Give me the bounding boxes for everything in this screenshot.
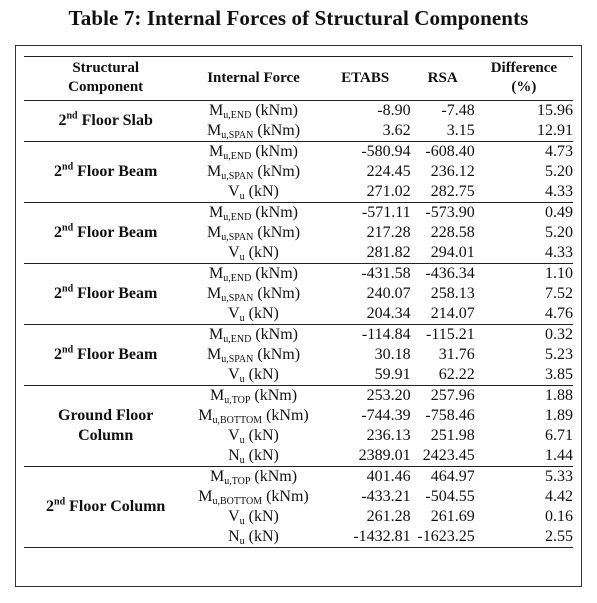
force-symbol: M	[206, 163, 222, 180]
etabs-value: -580.94	[361, 143, 411, 160]
header-component-line2: Component	[68, 79, 144, 95]
etabs-value: -1432.81	[353, 528, 411, 545]
component-name	[24, 467, 187, 548]
component-ordinal-suffix: nd	[62, 344, 74, 356]
force-symbol: M	[198, 488, 213, 505]
force-symbol: V	[228, 508, 240, 525]
component-label: Floor Beam	[73, 346, 158, 363]
header-component-line1: Structural	[72, 60, 139, 76]
force-unit: (kN)	[244, 447, 279, 464]
force-unit: (kN)	[244, 528, 279, 545]
header-rsa: RSA	[411, 57, 475, 101]
force-subscript: u	[239, 252, 245, 263]
force-unit: (kNm)	[253, 163, 301, 180]
etabs-value: 240.07	[366, 285, 411, 302]
force-unit: (kNm)	[251, 265, 298, 282]
force-subscript: u,BOTTOM	[212, 415, 263, 426]
component-group	[24, 386, 573, 467]
force-subscript: u	[239, 536, 245, 547]
force-subscript: u,TOP	[224, 395, 251, 406]
force-subscript: u	[239, 516, 245, 527]
force-symbol: M	[198, 407, 213, 424]
internal-force-cell	[187, 223, 319, 243]
internal-force-cell	[187, 243, 319, 264]
force-unit: (kNm)	[262, 488, 309, 505]
component-ordinal: 2	[54, 285, 63, 302]
force-symbol: V	[228, 244, 240, 261]
rsa-value: -115.21	[426, 326, 475, 343]
component-ordinal: 2	[54, 163, 63, 180]
rsa-value: -436.34	[425, 265, 475, 282]
table-header	[24, 57, 573, 101]
internal-force-cell	[187, 386, 319, 407]
difference-value: 0.32	[545, 326, 573, 343]
rsa-value: -573.90	[425, 204, 475, 221]
rsa-value: -504.55	[425, 488, 475, 505]
force-symbol: N	[228, 528, 240, 545]
etabs-value: -571.11	[361, 204, 411, 221]
force-subscript: u,END	[223, 273, 252, 284]
difference-value: 2.55	[545, 528, 573, 545]
component-ordinal-suffix: nd	[54, 496, 66, 508]
force-unit: (kN)	[244, 427, 279, 444]
component-name	[24, 101, 187, 142]
header-difference-line2: (%)	[511, 79, 537, 95]
internal-force-cell	[187, 162, 319, 182]
table-row	[24, 142, 573, 163]
internal-force-cell	[187, 304, 319, 325]
etabs-value: 59.91	[374, 366, 411, 383]
force-symbol: M	[209, 265, 224, 282]
etabs-value: 271.02	[366, 183, 411, 200]
component-group	[24, 101, 573, 142]
etabs-value: -433.21	[361, 488, 411, 505]
rsa-value: 464.97	[430, 468, 475, 485]
difference-value: 5.20	[545, 224, 573, 241]
etabs-value: -744.39	[361, 407, 411, 424]
component-ordinal-suffix: nd	[62, 283, 74, 295]
difference-value: 0.49	[545, 204, 573, 221]
header-internal-force: Internal Force	[187, 57, 319, 101]
header-etabs: ETABS	[320, 57, 411, 101]
header-row	[24, 57, 573, 101]
force-unit: (kNm)	[251, 204, 298, 221]
force-subscript: u,SPAN	[221, 171, 254, 182]
etabs-value: 204.34	[366, 305, 411, 322]
force-subscript: u,SPAN	[221, 354, 254, 365]
force-subscript: u,END	[223, 212, 252, 223]
difference-value: 4.33	[545, 183, 573, 200]
rsa-value: 282.75	[430, 183, 475, 200]
difference-value: 5.20	[545, 163, 573, 180]
difference-value: 15.96	[537, 102, 573, 119]
rsa-value: 228.58	[430, 224, 475, 241]
component-ordinal-suffix: nd	[62, 222, 74, 234]
component-line2: Column	[78, 427, 134, 444]
rsa-value: -1623.25	[417, 528, 475, 545]
force-unit: (kN)	[244, 366, 279, 383]
table-row	[24, 386, 573, 407]
force-symbol: N	[228, 447, 240, 464]
component-label: Floor Column	[65, 498, 166, 515]
table-row	[24, 467, 573, 488]
internal-force-cell	[187, 325, 319, 346]
rsa-value: 236.12	[430, 163, 475, 180]
component-ordinal-suffix: nd	[66, 110, 78, 122]
difference-value: 0.16	[545, 508, 573, 525]
force-subscript: u	[239, 374, 245, 385]
internal-force-cell	[187, 406, 319, 426]
etabs-value: 30.18	[374, 346, 411, 363]
difference-value: 5.23	[545, 346, 573, 363]
force-symbol: M	[209, 468, 225, 485]
internal-force-cell	[187, 487, 319, 507]
rsa-value: -608.40	[425, 143, 475, 160]
component-name	[24, 264, 187, 325]
header-structural-component	[24, 57, 187, 101]
component-group	[24, 203, 573, 264]
internal-forces-table	[24, 56, 573, 548]
etabs-value: 401.46	[366, 468, 411, 485]
force-subscript: u,SPAN	[221, 232, 254, 243]
component-name	[24, 386, 187, 467]
force-unit: (kNm)	[250, 468, 298, 485]
component-label: Floor Beam	[73, 285, 158, 302]
force-unit: (kNm)	[251, 102, 298, 119]
rsa-value: 261.69	[430, 508, 475, 525]
force-subscript: u	[239, 191, 245, 202]
component-ordinal: 2	[54, 224, 63, 241]
difference-value: 4.76	[545, 305, 573, 322]
force-subscript: u	[239, 435, 245, 446]
component-line1: Ground Floor	[58, 407, 154, 424]
rsa-value: 62.22	[438, 366, 475, 383]
force-unit: (kNm)	[253, 122, 301, 139]
etabs-value: 2389.01	[358, 447, 411, 464]
header-difference-line1: Difference	[490, 60, 558, 76]
force-unit: (kNm)	[251, 143, 298, 160]
force-symbol: M	[209, 143, 224, 160]
component-ordinal: 2	[46, 498, 55, 515]
force-symbol: M	[206, 285, 222, 302]
internal-force-cell	[187, 142, 319, 163]
etabs-value: 236.13	[366, 427, 411, 444]
force-unit: (kN)	[244, 508, 279, 525]
component-ordinal: 2	[58, 112, 67, 129]
rsa-value: 258.13	[430, 285, 475, 302]
force-subscript: u,TOP	[224, 476, 251, 487]
force-subscript: u,END	[223, 151, 252, 162]
force-unit: (kNm)	[253, 346, 301, 363]
component-group	[24, 264, 573, 325]
component-name	[24, 203, 187, 264]
force-subscript: u,END	[223, 334, 252, 345]
difference-value: 4.73	[545, 143, 573, 160]
internal-force-cell	[187, 345, 319, 365]
internal-force-cell	[187, 101, 319, 122]
force-unit: (kNm)	[262, 407, 309, 424]
internal-force-cell	[187, 264, 319, 285]
component-name	[24, 142, 187, 203]
etabs-value: 253.20	[366, 387, 411, 404]
component-ordinal: 2	[54, 346, 63, 363]
internal-force-cell	[187, 182, 319, 203]
table-row	[24, 264, 573, 285]
rsa-value: 2423.45	[422, 447, 475, 464]
internal-force-cell	[187, 426, 319, 446]
etabs-value: 261.28	[366, 508, 411, 525]
etabs-value: 217.28	[366, 224, 411, 241]
force-symbol: M	[209, 387, 225, 404]
rsa-value: 31.76	[438, 346, 475, 363]
force-unit: (kNm)	[250, 387, 298, 404]
difference-value: 1.89	[545, 407, 573, 424]
internal-force-cell	[187, 446, 319, 467]
etabs-value: -114.84	[361, 326, 411, 343]
force-unit: (kNm)	[253, 224, 301, 241]
force-symbol: V	[228, 427, 240, 444]
component-group	[24, 467, 573, 548]
internal-force-cell	[187, 284, 319, 304]
rsa-value: 294.01	[430, 244, 475, 261]
component-group	[24, 325, 573, 386]
table-caption: Table 7: Internal Forces of Structural Components	[68, 6, 529, 30]
force-unit: (kNm)	[253, 285, 301, 302]
force-symbol: M	[209, 204, 224, 221]
force-symbol: M	[206, 346, 222, 363]
header-difference	[475, 57, 573, 101]
component-group	[24, 142, 573, 203]
force-subscript: u,BOTTOM	[212, 496, 263, 507]
force-symbol: M	[206, 224, 222, 241]
component-label: Floor Beam	[73, 224, 158, 241]
etabs-value: 281.82	[366, 244, 411, 261]
internal-force-cell	[187, 507, 319, 527]
component-name	[24, 325, 187, 386]
force-subscript: u	[239, 455, 245, 466]
difference-value: 4.42	[545, 488, 573, 505]
etabs-value: -431.58	[361, 265, 411, 282]
force-unit: (kN)	[244, 183, 279, 200]
table-row	[24, 101, 573, 122]
difference-value: 4.33	[545, 244, 573, 261]
force-symbol: V	[228, 183, 240, 200]
difference-value: 5.33	[545, 468, 573, 485]
etabs-value: -8.90	[377, 102, 411, 119]
internal-force-cell	[187, 365, 319, 386]
rsa-value: 214.07	[430, 305, 475, 322]
table-row	[24, 325, 573, 346]
force-subscript: u,SPAN	[221, 130, 254, 141]
internal-force-cell	[187, 203, 319, 224]
rsa-value: -7.48	[441, 102, 475, 119]
force-symbol: M	[209, 326, 224, 343]
component-label: Floor Beam	[73, 163, 158, 180]
difference-value: 6.71	[545, 427, 573, 444]
difference-value: 3.85	[545, 366, 573, 383]
etabs-value: 224.45	[366, 163, 411, 180]
force-unit: (kNm)	[251, 326, 298, 343]
rsa-value: -758.46	[425, 407, 475, 424]
force-subscript: u,END	[223, 110, 252, 121]
difference-value: 1.44	[545, 447, 573, 464]
force-symbol: M	[209, 102, 224, 119]
force-subscript: u	[239, 313, 245, 324]
force-symbol: M	[206, 122, 222, 139]
rsa-value: 3.15	[446, 122, 475, 139]
internal-force-cell	[187, 527, 319, 548]
force-unit: (kN)	[244, 305, 279, 322]
component-label: Floor Slab	[77, 112, 153, 129]
rsa-value: 251.98	[430, 427, 475, 444]
difference-value: 12.91	[537, 122, 573, 139]
internal-force-cell	[187, 467, 319, 488]
rsa-value: 257.96	[430, 387, 475, 404]
difference-value: 7.52	[545, 285, 573, 302]
difference-value: 1.10	[545, 265, 573, 282]
force-unit: (kN)	[244, 244, 279, 261]
table-row	[24, 203, 573, 224]
force-symbol: V	[228, 305, 240, 322]
force-symbol: V	[228, 366, 240, 383]
difference-value: 1.88	[545, 387, 573, 404]
force-subscript: u,SPAN	[221, 293, 254, 304]
component-ordinal-suffix: nd	[62, 161, 74, 173]
internal-force-cell	[187, 121, 319, 142]
etabs-value: 3.62	[382, 122, 411, 139]
